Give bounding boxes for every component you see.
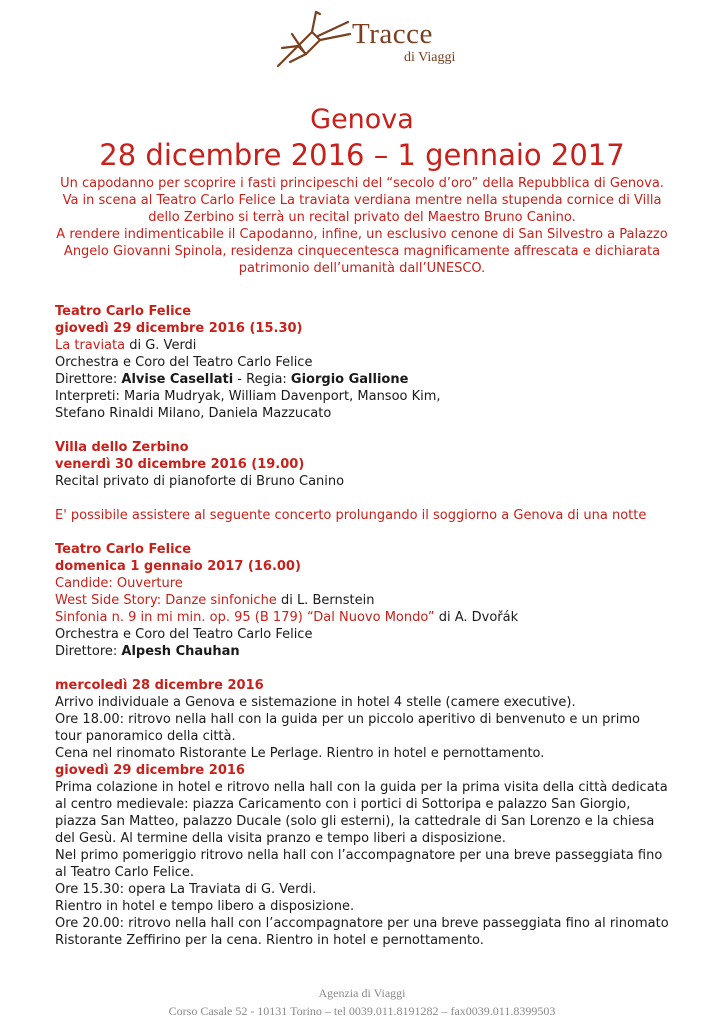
event3-venue: Teatro Carlo Felice <box>55 542 192 557</box>
event1-ensemble: Orchestra e Coro del Teatro Carlo Felice <box>55 355 313 370</box>
event3-director: Alpesh Chauhan <box>121 644 240 659</box>
event1-work: La traviata <box>55 338 126 353</box>
logo-subtitle: di Viaggi <box>404 50 456 65</box>
event1-director: Alvise Casellati <box>121 372 234 387</box>
event1-direction-line <box>55 371 705 388</box>
event3-direction-line <box>55 643 705 660</box>
event1-cast-line: Interpreti: Maria Mudryak, William Davenport, Mansoo Kim, <box>55 389 441 404</box>
event2-description: Recital privato di pianoforte di Bruno Canino <box>55 474 345 489</box>
day2-line: piazza San Matteo, palazzo Ducale (solo gli esterni), la cattedrale di San Lorenzo e la chiesa <box>55 814 655 829</box>
page-title-city: Genova <box>310 104 414 135</box>
day1-date: mercoledì 28 dicembre 2016 <box>55 678 264 693</box>
event3-piece-line <box>55 609 705 626</box>
day1-line: Cena nel rinomato Ristorante Le Perlage. Rientro in hotel e pernottamento. <box>55 746 545 761</box>
event1-regia-label: - Regia: <box>233 372 291 387</box>
day2-date: giovedì 29 dicembre 2016 <box>55 763 245 778</box>
event1-regia: Giorgio Gallione <box>290 372 409 387</box>
event1-work-line <box>55 337 705 354</box>
day1-line: tour panoramico della città. <box>55 729 236 744</box>
event2-venue: Villa dello Zerbino <box>55 440 189 455</box>
event1-director-label: Direttore: <box>55 372 122 387</box>
logo-name: Tracce <box>352 18 433 50</box>
intro-line: dello Zerbino si terrà un recital privato del Maestro Bruno Canino. <box>148 210 576 225</box>
intro-line: A rendere indimenticabile il Capodanno, infine, un esclusivo cenone di San Silvestro a Palazzo <box>56 227 668 242</box>
event3-piece: Candide: Ouverture <box>55 576 183 591</box>
event1-cast-line: Stefano Rinaldi Milano, Daniela Mazzucato <box>55 406 332 421</box>
event3-piece-by: di A. Dvořák <box>434 610 519 625</box>
program-body <box>55 303 705 949</box>
day2-line: Prima colazione in hotel e ritrovo nella hall con la guida per la prima visita della città dedicata <box>55 780 668 795</box>
event3-piece: Sinfonia n. 9 in mi min. op. 95 (B 179) “Dal Nuovo Mondo” <box>55 610 435 625</box>
logo <box>268 4 488 74</box>
day1-line: Ore 18.00: ritrovo nella hall con la guida per un piccolo aperitivo di benvenuto e un primo <box>55 712 640 727</box>
day2-line: Ristorante Zeffirino per la cena. Rientro in hotel e pernottamento. <box>55 933 484 948</box>
event1-venue: Teatro Carlo Felice <box>55 304 192 319</box>
day1-line: Arrivo individuale a Genova e sistemazione in hotel 4 stelle (camere executive). <box>55 695 576 710</box>
day2-line: Ore 20.00: ritrovo nella hall con l’accompagnatore per una breve passeggiata fino al rinomato <box>55 916 669 931</box>
intro-line: Va in scena al Teatro Carlo Felice La traviata verdiana mentre nella stupenda cornice di Villa <box>62 193 662 208</box>
day2-line: al Teatro Carlo Felice. <box>55 865 195 880</box>
event3-director-label: Direttore: <box>55 644 122 659</box>
event3-date: domenica 1 gennaio 2017 (16.00) <box>55 559 301 574</box>
day2-line: del Gesù. Al termine della visita pranzo e tempo liberi a disposizione. <box>55 831 506 846</box>
event1-work-by: di G. Verdi <box>125 338 197 353</box>
intro-line: Un capodanno per scoprire i fasti principeschi del “secolo d’oro” della Repubblica di Genova. <box>60 176 664 191</box>
extension-note: E' possibile assistere al seguente concerto prolungando il soggiorno a Genova di una notte <box>55 508 647 523</box>
day2-line: Rientro in hotel e tempo libero a disposizione. <box>55 899 355 914</box>
footer-address: Corso Casale 52 - 10131 Torino – tel 0039.011.8191282 – fax0039.011.8399503 <box>168 1004 556 1018</box>
day2-line: Ore 15.30: opera La Traviata di G. Verdi. <box>55 882 317 897</box>
event3-piece: West Side Story: Danze sinfoniche <box>55 593 277 608</box>
event2-date: venerdì 30 dicembre 2016 (19.00) <box>55 457 305 472</box>
day2-line: Nel primo pomeriggio ritrovo nella hall con l’accompagnatore per una breve passeggiata fino <box>55 848 663 863</box>
event3-ensemble: Orchestra e Coro del Teatro Carlo Felice <box>55 627 313 642</box>
intro-line: Angelo Giovanni Spinola, residenza cinquecentesca magnificamente affrescata e dichiarata <box>63 244 661 259</box>
day2-line: al centro medievale: piazza Caricamento con i portici di Sottoripa e palazzo San Giorgio, <box>55 797 631 812</box>
footer-agency: Agenzia di Viaggi <box>318 986 406 1000</box>
intro-paragraph <box>50 175 674 277</box>
event3-piece-by: di L. Bernstein <box>276 593 375 608</box>
event1-date: giovedì 29 dicembre 2016 (15.30) <box>55 321 303 336</box>
hummingbird-logo-icon <box>268 4 354 74</box>
event3-piece-line <box>55 592 705 609</box>
page-title-dates: 28 dicembre 2016 – 1 gennaio 2017 <box>99 138 625 172</box>
intro-line: patrimonio dell’umanità dall’UNESCO. <box>238 261 486 276</box>
